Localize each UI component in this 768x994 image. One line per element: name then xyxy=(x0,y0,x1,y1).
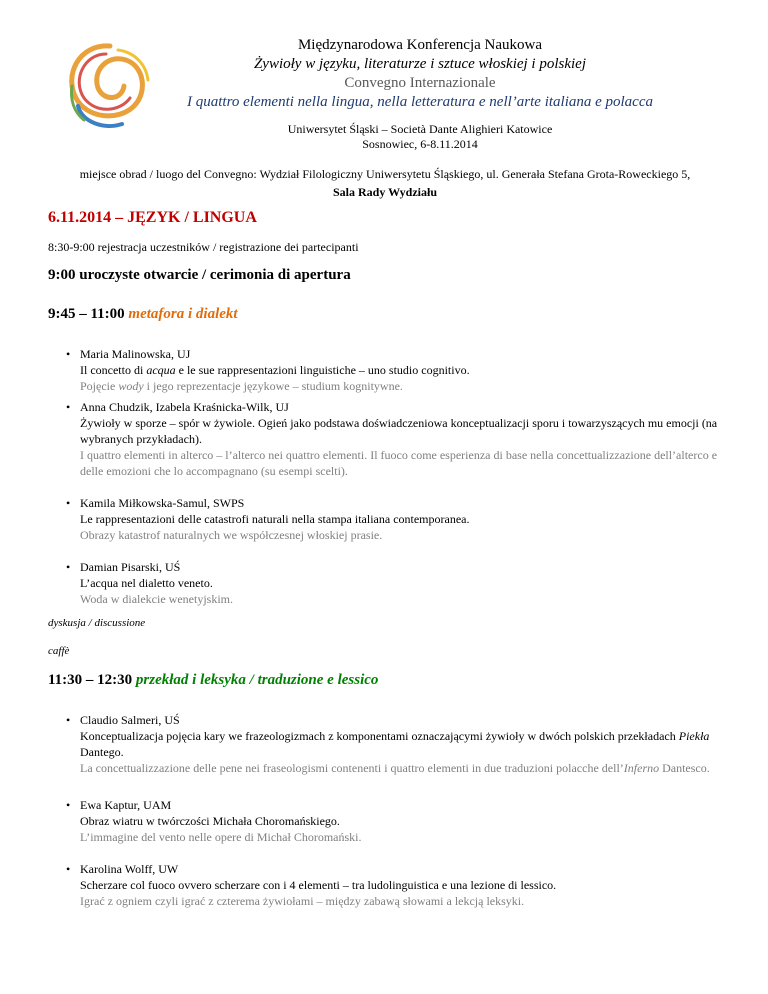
author: Maria Malinowska, UJ xyxy=(80,347,191,361)
list-item: • Claudio Salmeri, UŚ Konceptualizacja pojęcia kary we frazeologizmach z komponentami oznaczającymi żywioły w dwóch polskich przekładach Piekła Dantego. La concettualizzazione delle pene nei fraseologismi contenenti i quattro elementi in due traduzioni polacche dell’Inferno Dantesco. xyxy=(80,712,730,776)
venue-line: miejsce obrad / luogo del Convegno: Wydział Filologiczny Uniwersytetu Śląskiego, ul. Generała Stefana Grota-Roweckiego 5, xyxy=(79,167,691,181)
paper-title: Konceptualizacja pojęcia kary we frazeologizmach z komponentami oznaczającymi żywioły w dwóch polskich przekładach Piekła Dantego. xyxy=(80,729,710,759)
paper-translation: I quattro elementi in alterco – l’alterco nei quattro elementi. Il fuoco come esperienza di base nella concettualizzazione dell’alterco e delle emozioni che lo accompagnano (su esempi scelti). xyxy=(80,448,718,478)
paper-title: Obraz wiatru w twórczości Michała Choromańskiego. xyxy=(80,814,340,828)
author: Anna Chudzik, Izabela Kraśnicka-Wilk, UJ xyxy=(80,400,289,414)
paper-translation: La concettualizzazione delle pene nei fraseologismi contenenti i quattro elementi in due traduzioni polacche dell’Inferno Dantesco. xyxy=(80,761,710,775)
paper-translation: Igrać z ogniem czyli igrać z czterema żywiołami – między zabawą słowami a lekcją leksyki. xyxy=(80,894,525,908)
subtitle-it: I quattro elementi nella lingua, nella letteratura e nell’arte italiana e polacca xyxy=(186,94,654,110)
session-2-heading xyxy=(48,672,378,689)
organizers: Uniwersytet Śląski – Società Dante Alighieri Katowice xyxy=(287,122,553,136)
author: Claudio Salmeri, UŚ xyxy=(80,713,180,727)
day-title: 6.11.2014 – JĘZYK / LINGUA xyxy=(48,209,257,226)
list-item: • Ewa Kaptur, UAM Obraz wiatru w twórczości Michała Choromańskiego. L’immagine del vento nelle opere di Michał Choromański. xyxy=(80,797,730,845)
session-1-time: 9:45 – 11:00 xyxy=(48,306,125,322)
paper-title: Scherzare col fuoco ovvero scherzare con i 4 elementi – tra ludolinguistica e una lezione di lessico. xyxy=(80,878,557,892)
subtitle-pl: Żywioły w języku, literaturze i sztuce włoskiej i polskiej xyxy=(253,56,587,72)
author: Karolina Wolff, UW xyxy=(80,862,179,876)
opening-ceremony: 9:00 uroczyste otwarcie / cerimonia di apertura xyxy=(48,267,351,283)
discussion: dyskusja / discussione xyxy=(48,617,146,629)
registration: 8:30-9:00 rejestracja uczestników / registrazione dei partecipanti xyxy=(48,240,359,254)
list-item: • Karolina Wolff, UW Scherzare col fuoco ovvero scherzare con i 4 elementi – tra ludolinguistica e una lezione di lessico. Igrać z ogniem czyli igrać z czterema żywiołami – między zabawą słowami a lekcją leksyki. xyxy=(80,861,730,909)
conference-header xyxy=(150,36,690,152)
paper-translation: Obrazy katastrof naturalnych we współczesnej włoskiej prasie. xyxy=(80,528,383,542)
session-1-heading xyxy=(48,306,238,323)
venue-room: Sala Rady Wydziału xyxy=(332,185,438,199)
coffee-break: caffè xyxy=(48,645,70,657)
title-it: Convegno Internazionale xyxy=(344,75,496,91)
session-1-theme: metafora i dialekt xyxy=(128,306,238,322)
place-date: Sosnowiec, 6-8.11.2014 xyxy=(362,137,478,151)
paper-translation: L’immagine del vento nelle opere di Michał Choromański. xyxy=(80,830,362,844)
paper-translation: Woda w dialekcie wenetyjskim. xyxy=(80,592,233,606)
paper-title: Żywioły w sporze – spór w żywiole. Ogień jako podstawa doświadczeniowa konceptualizacji sporu i towarzyszących mu emocji (na wybranych przykładach). xyxy=(80,416,718,446)
paper-translation: Pojęcie wody i jego reprezentacje językowe – studium kognitywne. xyxy=(80,379,403,393)
title-pl: Międzynarodowa Konferencja Naukowa xyxy=(297,37,543,53)
venue-info xyxy=(40,165,730,201)
author: Damian Pisarski, UŚ xyxy=(80,560,181,574)
session-2-theme: przekład i leksyka / traduzione e lessico xyxy=(135,672,379,688)
author: Ewa Kaptur, UAM xyxy=(80,798,172,812)
paper-title: L’acqua nel dialetto veneto. xyxy=(80,576,213,590)
paper-title: Le rappresentazioni delle catastrofi naturali nella stampa italiana contemporanea. xyxy=(80,512,470,526)
list-item: • Maria Malinowska, UJ Il concetto di acqua e le sue rappresentazioni linguistiche – uno studio cognitivo. Pojęcie wody i jego reprezentacje językowe – studium kognitywne. xyxy=(80,346,730,394)
paper-title: Il concetto di acqua e le sue rappresentazioni linguistiche – uno studio cognitivo. xyxy=(80,363,470,377)
list-item: • Kamila Miłkowska-Samul, SWPS Le rappresentazioni delle catastrofi naturali nella stampa italiana contemporanea. Obrazy katastrof naturalnych we współczesnej włoskiej prasie. xyxy=(80,495,730,543)
session-2-time: 11:30 – 12:30 xyxy=(48,672,133,688)
author: Kamila Miłkowska-Samul, SWPS xyxy=(80,496,245,510)
list-item: • Anna Chudzik, Izabela Kraśnicka-Wilk, UJ Żywioły w sporze – spór w żywiole. Ogień jako podstawa doświadczeniowa konceptualizacji sporu i towarzyszących mu emocji (na wybranych przykładach). I quattro elementi in alterco – l’alterco nei quattro elementi. Il fuoco come esperienza di base nella concettualizzazione dell’alterco e delle emozioni che lo accompagnano (su esempi scelti). xyxy=(80,399,730,479)
list-item: • Damian Pisarski, UŚ L’acqua nel dialetto veneto. Woda w dialekcie wenetyjskim. xyxy=(80,559,730,607)
